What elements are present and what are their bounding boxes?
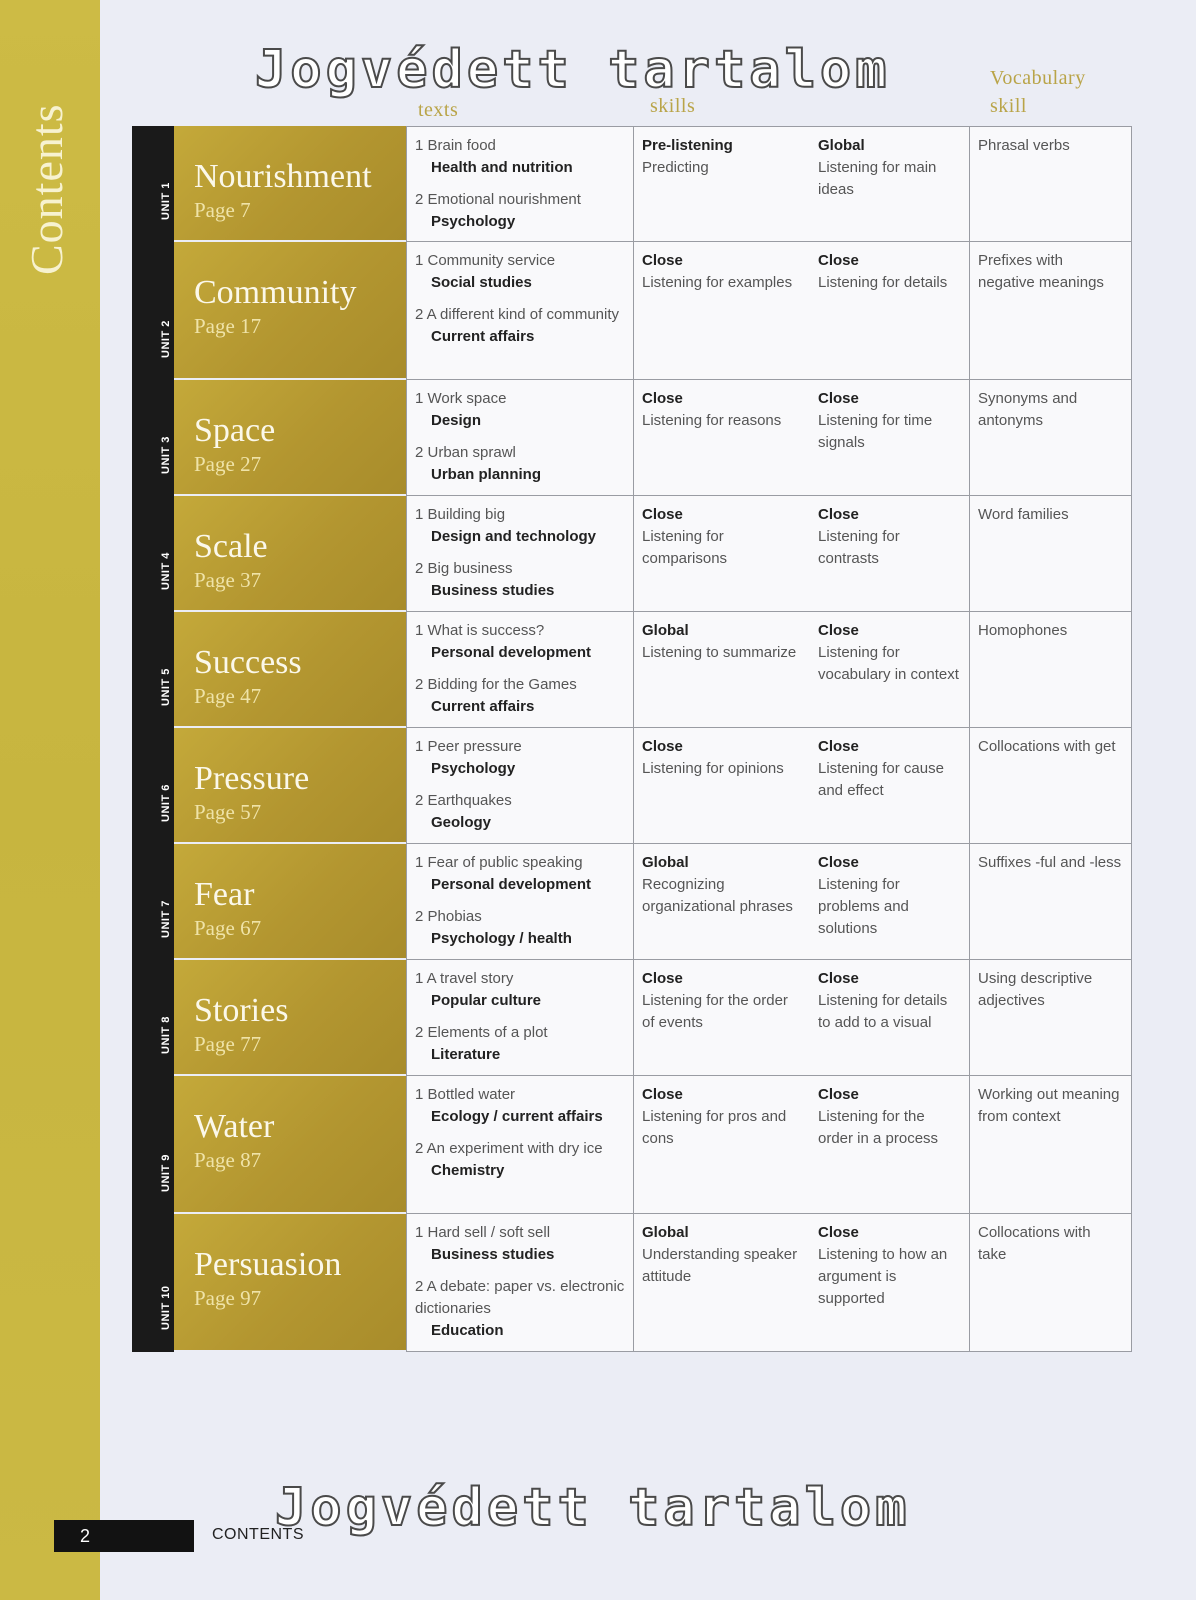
listening-desc: Listening for main ideas [818,159,937,198]
unit-tab [132,380,174,496]
listening-cell-2 [810,126,970,242]
unit-title-cell[interactable] [174,844,406,960]
unit-tab [132,126,174,242]
page-number-box [54,1520,194,1552]
reading-title: 1 Peer pressure [415,738,522,755]
reading-title: 2 A different kind of community [415,306,620,323]
unit-row [132,844,1132,960]
unit-page: Page 87 [194,1148,262,1172]
listening-type: Close [818,1224,859,1241]
unit-page: Page 77 [194,1032,262,1056]
unit-tab [132,1214,174,1352]
reading-subject: Current affairs [431,328,535,345]
reading-cell [406,1214,634,1352]
unit-title-cell[interactable] [174,380,406,496]
unit-page: Page 27 [194,452,262,476]
listening-cell-2 [810,1076,970,1214]
listening-desc: Listening to how an argument is supported [818,1246,948,1307]
reading-subject: Popular culture [431,992,542,1009]
watermark-bottom: Jogvédett tartalom [275,1478,911,1538]
unit-title-cell[interactable] [174,960,406,1076]
listening-type: Close [642,970,683,987]
unit-row [132,496,1132,612]
unit-page: Page 57 [194,800,262,824]
reading-cell [406,242,634,380]
listening-type: Close [818,970,859,987]
listening-type: Pre-listening [642,137,733,154]
listening-type: Close [818,506,859,523]
reading-title: 1 Work space [415,390,507,407]
header-vocabulary-line2: skill [990,95,1027,117]
unit-title-cell[interactable] [174,126,406,242]
header-vocabulary-line1: Vocabulary [990,67,1086,89]
listening-cell-2 [810,496,970,612]
reading-subject: Personal development [431,876,592,893]
page-number: 2 [80,1526,91,1546]
unit-name: Success [194,644,302,681]
unit-page: Page 97 [194,1286,262,1310]
reading-cell [406,1076,634,1214]
listening-desc: Listening for pros and cons [642,1108,787,1147]
reading-title: 1 A travel story [415,970,514,987]
reading-cell [406,728,634,844]
listening-type: Close [818,622,859,639]
reading-title: 1 Brain food [415,137,496,154]
listening-desc: Predicting [642,159,709,176]
unit-name: Nourishment [194,158,372,195]
unit-tab [132,1076,174,1214]
unit-title-cell[interactable] [174,496,406,612]
unit-name: Stories [194,992,289,1029]
listening-desc: Listening for contrasts [818,528,900,567]
reading-cell [406,496,634,612]
reading-cell [406,126,634,242]
unit-tab-label: UNIT 5 [160,668,172,706]
listening-type: Close [818,1086,859,1103]
reading-title: 2 Emotional nourishment [415,191,581,208]
listening-desc: Understanding speaker attitude [642,1246,798,1285]
unit-row [132,728,1132,844]
unit-page: Page 47 [194,684,262,708]
unit-row [132,612,1132,728]
unit-name: Fear [194,876,255,913]
unit-title-cell[interactable] [174,1076,406,1214]
reading-title: 2 Big business [415,560,513,577]
listening-cell-2 [810,242,970,380]
unit-tab [132,728,174,844]
listening-cell-1 [634,728,810,844]
listening-cell-2 [810,612,970,728]
listening-desc: Listening for reasons [642,412,782,429]
listening-cell-1 [634,612,810,728]
listening-cell-2 [810,960,970,1076]
unit-tab-label: UNIT 9 [160,1154,172,1192]
listening-desc: Listening for cause and effect [818,760,944,799]
reading-subject: Education [431,1322,504,1339]
listening-cell-2 [810,728,970,844]
listening-desc: Listening for the order in a process [818,1108,939,1147]
reading-subject: Psychology / health [431,930,572,947]
reading-title: 1 Fear of public speaking [415,854,583,871]
listening-type: Close [818,390,859,407]
reading-title: 2 Elements of a plot [415,1024,548,1041]
unit-row [132,126,1132,242]
reading-title: 1 Community service [415,252,556,269]
unit-name: Space [194,412,276,449]
vocabulary-cell: Synonyms and antonyms [970,380,1132,496]
vocabulary-cell: Homophones [970,612,1132,728]
unit-name: Water [194,1108,275,1145]
unit-row [132,1076,1132,1214]
listening-cell-1 [634,844,810,960]
vocabulary-cell: Phrasal verbs [970,126,1132,242]
unit-name: Scale [194,528,268,565]
unit-name: Persuasion [194,1246,342,1283]
footer-label: CONTENTS [212,1526,304,1543]
reading-subject: Design and technology [431,528,597,545]
listening-desc: Listening for time signals [818,412,933,451]
listening-desc: Listening for examples [642,274,793,291]
unit-tab-label: UNIT 8 [160,1016,172,1054]
reading-cell [406,844,634,960]
header-reading: texts [418,99,459,121]
reading-subject: Business studies [431,582,555,599]
reading-subject: Current affairs [431,698,535,715]
reading-subject: Personal development [431,644,592,661]
unit-name: Community [194,274,357,311]
listening-type: Global [642,854,689,871]
reading-title: 2 An experiment with dry ice [415,1140,603,1157]
unit-page: Page 7 [194,198,251,222]
unit-tab [132,612,174,728]
listening-type: Global [642,1224,689,1241]
listening-cell-1 [634,242,810,380]
listening-cell-1 [634,960,810,1076]
listening-desc: Listening for the order of events [642,992,788,1031]
unit-tab-label: UNIT 4 [160,552,172,590]
listening-cell-2 [810,844,970,960]
header-listening: skills [650,95,696,117]
reading-title: 1 What is success? [415,622,545,639]
reading-cell [406,960,634,1076]
unit-tab-label: UNIT 6 [160,784,172,822]
reading-subject: Literature [431,1046,501,1063]
unit-title-cell[interactable] [174,1214,406,1352]
reading-subject: Urban planning [431,466,541,483]
unit-row [132,242,1132,380]
unit-tab [132,242,174,380]
unit-tab-label: UNIT 3 [160,436,172,474]
reading-subject: Design [431,412,482,429]
unit-page: Page 17 [194,314,262,338]
contents-table [132,126,1132,1352]
reading-title: 2 Phobias [415,908,482,925]
unit-tab-label: UNIT 1 [160,182,172,220]
unit-tab [132,844,174,960]
side-color-strip [0,0,100,1600]
listening-type: Global [818,137,865,154]
unit-name: Pressure [194,760,310,797]
listening-desc: Listening for opinions [642,760,784,777]
reading-subject: Geology [431,814,492,831]
unit-row [132,380,1132,496]
listening-type: Close [818,738,859,755]
listening-type: Close [642,738,683,755]
listening-type: Close [818,854,859,871]
listening-cell-1 [634,126,810,242]
listening-desc: Listening for comparisons [642,528,728,567]
reading-title: 2 Earthquakes [415,792,512,809]
listening-cell-1 [634,1076,810,1214]
reading-title: 1 Building big [415,506,506,523]
side-title: Contents [21,103,72,275]
reading-subject: Psychology [431,213,516,230]
listening-type: Close [642,252,683,269]
reading-cell [406,380,634,496]
vocabulary-cell: Prefixes with negative meanings [970,242,1132,380]
vocabulary-cell: Using descriptive adjectives [970,960,1132,1076]
vocabulary-cell: Working out meaning from context [970,1076,1132,1214]
vocabulary-cell: Word families [970,496,1132,612]
reading-title: 1 Hard sell / soft sell [415,1224,551,1241]
listening-desc: Recognizing organizational phrases [642,876,793,915]
listening-type: Close [642,506,683,523]
listening-desc: Listening for details to add to a visual [818,992,948,1031]
unit-tab-label: UNIT 7 [160,900,172,938]
unit-tab-label: UNIT 10 [160,1285,172,1330]
reading-title: 2 A debate: paper vs. electronic dictionaries [415,1278,625,1317]
listening-desc: Listening to summarize [642,644,797,661]
watermark-top: Jogvédett tartalom [255,40,891,100]
vocabulary-cell: Suffixes -ful and -less [970,844,1132,960]
unit-tab-label: UNIT 2 [160,320,172,358]
vocabulary-cell: Collocations with get [970,728,1132,844]
reading-subject: Psychology [431,760,516,777]
unit-title-cell[interactable] [174,728,406,844]
listening-desc: Listening for vocabulary in context [818,644,959,683]
reading-subject: Ecology / current affairs [431,1108,603,1125]
listening-cell-1 [634,496,810,612]
listening-cell-2 [810,1214,970,1352]
reading-title: 2 Urban sprawl [415,444,516,461]
listening-desc: Listening for details [818,274,948,291]
vocabulary-cell: Collocations with take [970,1214,1132,1352]
listening-type: Close [642,1086,683,1103]
unit-page: Page 67 [194,916,262,940]
listening-desc: Listening for problems and solutions [818,876,909,937]
listening-type: Global [642,622,689,639]
unit-page: Page 37 [194,568,262,592]
reading-cell [406,612,634,728]
unit-title-cell[interactable] [174,612,406,728]
reading-title: 1 Bottled water [415,1086,516,1103]
reading-subject: Business studies [431,1246,555,1263]
reading-subject: Chemistry [431,1162,505,1179]
unit-row [132,960,1132,1076]
reading-subject: Health and nutrition [431,159,573,176]
listening-cell-1 [634,1214,810,1352]
listening-type: Close [642,390,683,407]
unit-tab [132,496,174,612]
reading-subject: Social studies [431,274,532,291]
header-vocabulary [990,64,1086,120]
listening-cell-2 [810,380,970,496]
listening-type: Close [818,252,859,269]
reading-title: 2 Bidding for the Games [415,676,577,693]
unit-row [132,1214,1132,1352]
listening-cell-1 [634,380,810,496]
unit-title-cell[interactable] [174,242,406,380]
unit-tab [132,960,174,1076]
